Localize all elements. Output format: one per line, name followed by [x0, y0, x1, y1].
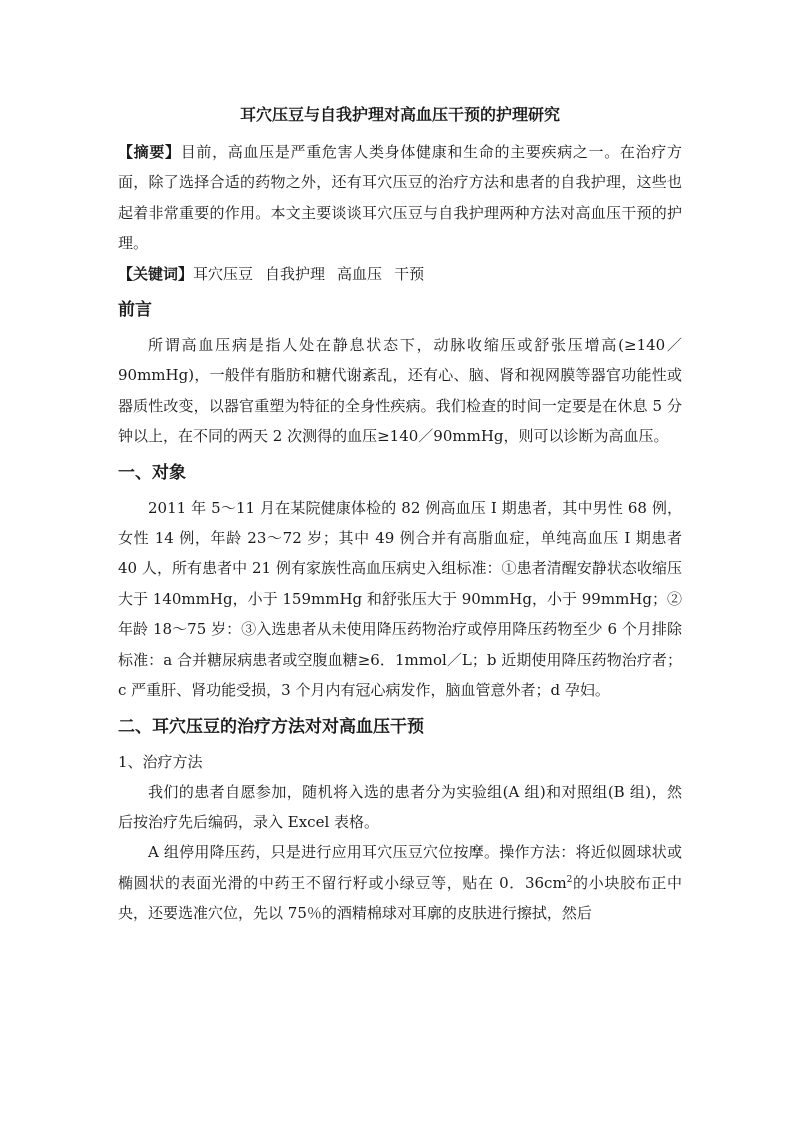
- section1-paragraph: 2011 年 5～11 月在某院健康体检的 82 例高血压 I 期患者，其中男性 68 例，女性 14 例，年龄 23～72 岁；其中 49 例合并有高脂血症，单纯高血压 I 期患者 40 人，所有患者中 21 例有家族性高血压病史入组标准：①患者清醒安静状态收缩压大于 140mmHg，小于 159mmHg 和舒张压大于 90mmHg，小于 99mmHg；②年龄 18～75 岁：③入选患者从未使用降压药物治疗或停用降压药物至少 6 个月排除标准：a 合并糖尿病患者或空腹血糖≥6．1mmol／L；b 近期使用降压药物治疗者；c 严重肝、肾功能受损，3 个月内有冠心病发作，脑血管意外者；d 孕妇。: [118, 498, 682, 700]
- keywords-paragraph: [118, 259, 682, 289]
- keyword-item: 高血压: [337, 264, 383, 283]
- abstract-text: 目前，高血压是严重危害人类身体健康和生命的主要疾病之一。在治疗方面，除了选择合适的药物之外，还有耳穴压豆的治疗方法和患者的自我护理，这些也起着非常重要的作用。本文主要谈谈耳穴压豆与自我护理两种方法对高血压干预的护理。: [118, 143, 682, 253]
- abstract-label: 【摘要】: [118, 143, 181, 161]
- preface-paragraph: 所谓高血压病是指人处在静息状态下，动脉收缩压或舒张压增高(≥140／90mmHg)，一般伴有脂肪和糖代谢紊乱，还有心、脑、肾和视网膜等器官功能性或器质性改变，以器官重塑为特征的全身性疾病。我们检查的时间一定要是在休息 5 分钟以上，在不同的两天 2 次测得的血压≥140／90mmHg，则可以诊断为高血压。: [118, 336, 682, 446]
- paragraph-text: A 组停用降压药，只是进行应用耳穴压豆穴位按摩。操作方法：将近似圆球状或椭圆状的表面光滑的中药王不留行籽或小绿豆等，贴在 0．36cm: [118, 843, 682, 892]
- section2-subheading: 1、治疗方法: [118, 752, 203, 771]
- superscript-2: 2: [566, 874, 573, 885]
- keyword-item: 自我护理: [265, 264, 326, 283]
- keywords-label: 【关键词】: [118, 264, 194, 283]
- section2-paragraph-2: [118, 837, 682, 928]
- keyword-item: 耳穴压豆: [193, 264, 254, 283]
- abstract-paragraph: [118, 137, 682, 259]
- keyword-item: 干预: [394, 264, 425, 283]
- section2-heading: 二、耳穴压豆的治疗方法对对高血压干预: [118, 716, 424, 737]
- section1-heading: 一、对象: [118, 462, 186, 483]
- paragraph-text: 的小块胶布正中央，还要选准穴位，先以 75％的酒精棉球对耳廓的皮肤进行擦拭，然后: [118, 873, 682, 923]
- section2-paragraph-1: 我们的患者自愿参加，随机将入选的患者分为实验组(A 组)和对照组(B 组)，然后按治疗先后编码，录入 Excel 表格。: [118, 782, 682, 831]
- document-page: [118, 104, 682, 929]
- document-title: 耳穴压豆与自我护理对高血压干预的护理研究: [239, 105, 560, 124]
- preface-heading: 前言: [118, 300, 152, 321]
